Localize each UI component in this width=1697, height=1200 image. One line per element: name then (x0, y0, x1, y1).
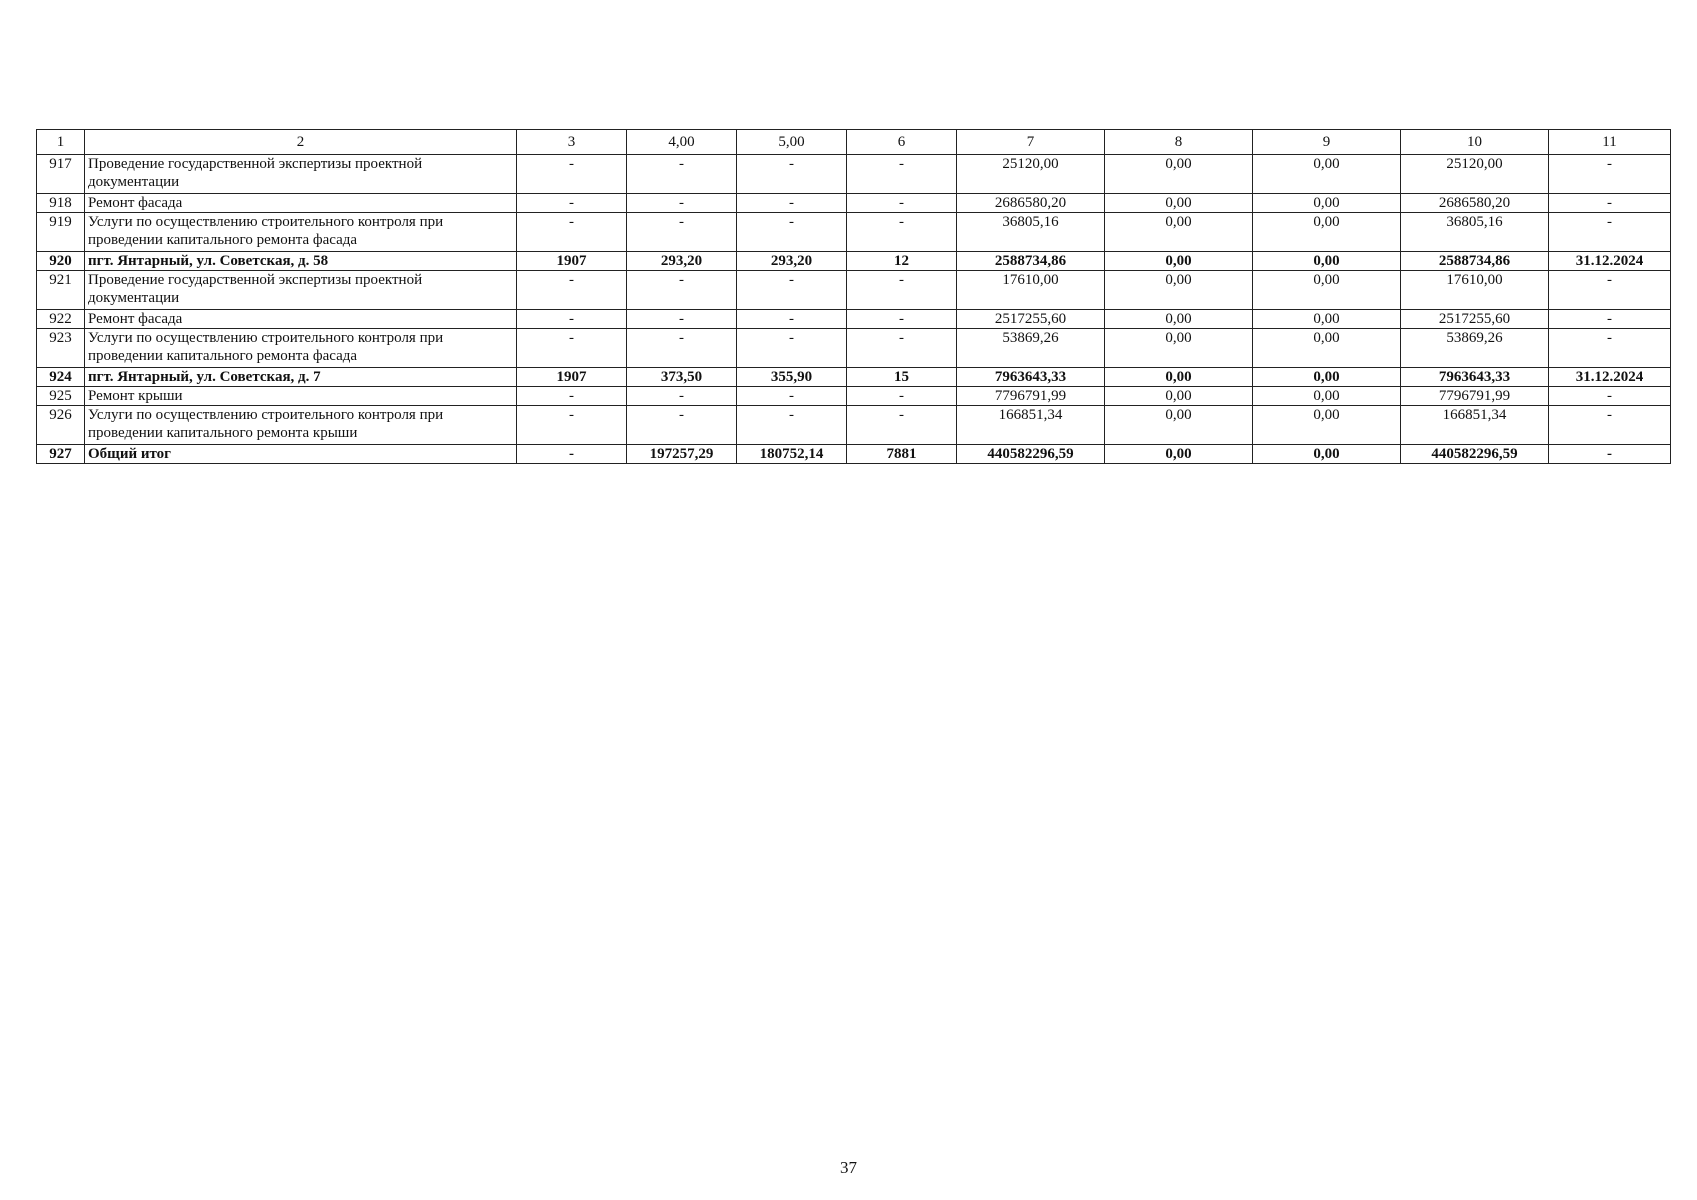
table-row (37, 310, 1671, 329)
col5-cell: 293,20 (737, 252, 847, 271)
col9-cell: 0,00 (1253, 194, 1401, 213)
row-number-cell: 922 (37, 310, 85, 329)
col9-cell: 0,00 (1253, 329, 1401, 368)
table-row (37, 194, 1671, 213)
header-cell: 7 (957, 130, 1105, 155)
table-row (37, 155, 1671, 194)
col3-cell: - (517, 329, 627, 368)
col9-cell: 0,00 (1253, 155, 1401, 194)
col9-cell: 0,00 (1253, 445, 1401, 464)
page-number: 37 (840, 1158, 857, 1177)
name-cell: Услуги по осуществлению строительного контроля при проведении капитального ремонта фасада (85, 329, 517, 368)
col7-cell: 17610,00 (957, 271, 1105, 310)
col8-cell: 0,00 (1105, 368, 1253, 387)
col10-cell: 166851,34 (1401, 406, 1549, 445)
col3-cell: - (517, 387, 627, 406)
col8-cell: 0,00 (1105, 329, 1253, 368)
document-sheet (36, 129, 1670, 464)
col10-cell: 25120,00 (1401, 155, 1549, 194)
row-number-cell: 917 (37, 155, 85, 194)
col4-cell: - (627, 155, 737, 194)
col4-cell: - (627, 406, 737, 445)
row-number-cell: 925 (37, 387, 85, 406)
header-cell: 11 (1549, 130, 1671, 155)
row-number-cell: 927 (37, 445, 85, 464)
col10-cell: 7963643,33 (1401, 368, 1549, 387)
col4-cell: 197257,29 (627, 445, 737, 464)
col4-cell: 373,50 (627, 368, 737, 387)
header-cell: 6 (847, 130, 957, 155)
col8-cell: 0,00 (1105, 213, 1253, 252)
name-cell: Проведение государственной экспертизы проектной документации (85, 271, 517, 310)
row-number-cell: 926 (37, 406, 85, 445)
col3-cell: - (517, 445, 627, 464)
col5-cell: - (737, 329, 847, 368)
header-cell: 3 (517, 130, 627, 155)
col9-cell: 0,00 (1253, 387, 1401, 406)
col6-cell: 15 (847, 368, 957, 387)
col6-cell: 12 (847, 252, 957, 271)
col10-cell: 440582296,59 (1401, 445, 1549, 464)
table-row (37, 213, 1671, 252)
row-number-cell: 923 (37, 329, 85, 368)
header-cell: 2 (85, 130, 517, 155)
col6-cell: 7881 (847, 445, 957, 464)
col3-cell: - (517, 194, 627, 213)
col7-cell: 7796791,99 (957, 387, 1105, 406)
col6-cell: - (847, 406, 957, 445)
col8-cell: 0,00 (1105, 406, 1253, 445)
col7-cell: 2517255,60 (957, 310, 1105, 329)
table-header-row (37, 130, 1671, 155)
header-cell: 1 (37, 130, 85, 155)
col3-cell: - (517, 213, 627, 252)
name-cell: пгт. Янтарный, ул. Советская, д. 7 (85, 368, 517, 387)
col9-cell: 0,00 (1253, 406, 1401, 445)
col3-cell: - (517, 271, 627, 310)
col7-cell: 7963643,33 (957, 368, 1105, 387)
row-number-cell: 920 (37, 252, 85, 271)
col11-cell: - (1549, 213, 1671, 252)
table-row (37, 445, 1671, 464)
col11-cell: 31.12.2024 (1549, 368, 1671, 387)
col6-cell: - (847, 329, 957, 368)
col4-cell: - (627, 387, 737, 406)
header-cell: 4,00 (627, 130, 737, 155)
col7-cell: 53869,26 (957, 329, 1105, 368)
header-cell: 8 (1105, 130, 1253, 155)
name-cell: пгт. Янтарный, ул. Советская, д. 58 (85, 252, 517, 271)
table-row (37, 271, 1671, 310)
col9-cell: 0,00 (1253, 310, 1401, 329)
col10-cell: 36805,16 (1401, 213, 1549, 252)
row-number-cell: 919 (37, 213, 85, 252)
col5-cell: - (737, 310, 847, 329)
header-cell: 5,00 (737, 130, 847, 155)
col8-cell: 0,00 (1105, 194, 1253, 213)
col5-cell: - (737, 194, 847, 213)
col10-cell: 7796791,99 (1401, 387, 1549, 406)
row-number-cell: 918 (37, 194, 85, 213)
table-row (37, 387, 1671, 406)
col4-cell: - (627, 213, 737, 252)
col10-cell: 2517255,60 (1401, 310, 1549, 329)
col8-cell: 0,00 (1105, 271, 1253, 310)
col4-cell: - (627, 329, 737, 368)
name-cell: Ремонт крыши (85, 387, 517, 406)
col7-cell: 440582296,59 (957, 445, 1105, 464)
col6-cell: - (847, 310, 957, 329)
col10-cell: 17610,00 (1401, 271, 1549, 310)
col11-cell: - (1549, 445, 1671, 464)
header-cell: 10 (1401, 130, 1549, 155)
table-body (37, 130, 1671, 464)
col5-cell: - (737, 155, 847, 194)
col11-cell: 31.12.2024 (1549, 252, 1671, 271)
col11-cell: - (1549, 155, 1671, 194)
table-row (37, 329, 1671, 368)
col7-cell: 2588734,86 (957, 252, 1105, 271)
col7-cell: 166851,34 (957, 406, 1105, 445)
col11-cell: - (1549, 329, 1671, 368)
col7-cell: 36805,16 (957, 213, 1105, 252)
col6-cell: - (847, 213, 957, 252)
name-cell: Ремонт фасада (85, 310, 517, 329)
col10-cell: 53869,26 (1401, 329, 1549, 368)
col3-cell: - (517, 310, 627, 329)
col4-cell: - (627, 271, 737, 310)
col6-cell: - (847, 387, 957, 406)
table-row (37, 368, 1671, 387)
col3-cell: 1907 (517, 368, 627, 387)
name-cell: Проведение государственной экспертизы проектной документации (85, 155, 517, 194)
col7-cell: 2686580,20 (957, 194, 1105, 213)
col6-cell: - (847, 155, 957, 194)
col11-cell: - (1549, 387, 1671, 406)
col9-cell: 0,00 (1253, 368, 1401, 387)
col11-cell: - (1549, 194, 1671, 213)
name-cell: Услуги по осуществлению строительного контроля при проведении капитального ремонта крыши (85, 406, 517, 445)
header-cell: 9 (1253, 130, 1401, 155)
col6-cell: - (847, 271, 957, 310)
name-cell: Общий итог (85, 445, 517, 464)
col5-cell: 355,90 (737, 368, 847, 387)
col4-cell: 293,20 (627, 252, 737, 271)
col5-cell: - (737, 271, 847, 310)
col5-cell: - (737, 387, 847, 406)
name-cell: Услуги по осуществлению строительного контроля при проведении капитального ремонта фасада (85, 213, 517, 252)
col8-cell: 0,00 (1105, 155, 1253, 194)
col9-cell: 0,00 (1253, 252, 1401, 271)
col4-cell: - (627, 194, 737, 213)
name-cell: Ремонт фасада (85, 194, 517, 213)
col9-cell: 0,00 (1253, 271, 1401, 310)
col8-cell: 0,00 (1105, 445, 1253, 464)
col3-cell: - (517, 155, 627, 194)
col11-cell: - (1549, 271, 1671, 310)
col8-cell: 0,00 (1105, 252, 1253, 271)
table-row (37, 406, 1671, 445)
data-table (36, 129, 1671, 464)
col3-cell: 1907 (517, 252, 627, 271)
row-number-cell: 924 (37, 368, 85, 387)
col4-cell: - (627, 310, 737, 329)
col7-cell: 25120,00 (957, 155, 1105, 194)
col11-cell: - (1549, 406, 1671, 445)
col5-cell: - (737, 213, 847, 252)
col8-cell: 0,00 (1105, 310, 1253, 329)
col6-cell: - (847, 194, 957, 213)
row-number-cell: 921 (37, 271, 85, 310)
col9-cell: 0,00 (1253, 213, 1401, 252)
col10-cell: 2686580,20 (1401, 194, 1549, 213)
col10-cell: 2588734,86 (1401, 252, 1549, 271)
col11-cell: - (1549, 310, 1671, 329)
col5-cell: 180752,14 (737, 445, 847, 464)
col8-cell: 0,00 (1105, 387, 1253, 406)
col3-cell: - (517, 406, 627, 445)
col5-cell: - (737, 406, 847, 445)
table-row (37, 252, 1671, 271)
